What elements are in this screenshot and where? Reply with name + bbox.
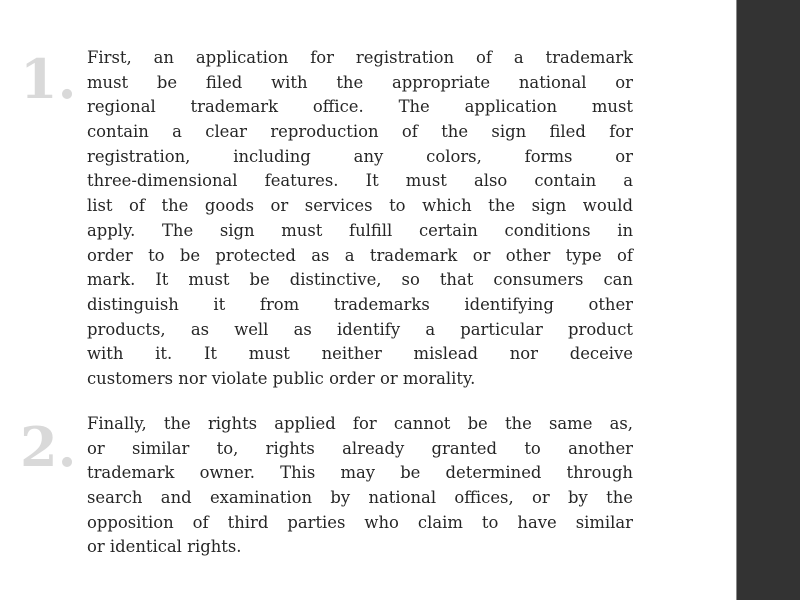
text-line: Finally, the rights applied for cannot be the same as, [87, 414, 633, 433]
paragraph-1 [87, 46, 633, 392]
item-number-1: 1. [20, 47, 77, 111]
decorative-sidebar [736, 0, 800, 600]
text-line: or similar to, rights already granted to another [87, 438, 633, 458]
text-line: apply. The sign must fulfill certain conditions in [87, 220, 633, 240]
text-line: trademark owner. This may be determined through [87, 463, 633, 483]
text-line: distinguish it from trademarks identifying other [87, 294, 633, 314]
text-line: mark. It must be distinctive, so that consumers can [87, 270, 633, 290]
text-line: customers nor violate public order or morality. [87, 368, 476, 388]
text-line: order to be protected as a trademark or other type of [87, 245, 633, 265]
text-line: or identical rights. [87, 537, 242, 557]
text-line: three-dimensional features. It must also contain a [87, 171, 633, 191]
text-line: with it. It must neither mislead nor deceive [87, 344, 633, 364]
text-line: regional trademark office. The application must [87, 97, 633, 117]
paragraph-2 [87, 412, 633, 560]
text-line: opposition of third parties who claim to have similar [87, 512, 633, 532]
text-line: registration, including any colors, forms or [87, 146, 633, 166]
text-line: products, as well as identify a particular product [87, 319, 633, 339]
text-line: First, an application for registration of a trademark [87, 48, 633, 67]
text-line: contain a clear reproduction of the sign filed for [87, 122, 633, 142]
item-number-2: 2. [20, 415, 77, 479]
text-line: search and examination by national offices, or by the [87, 488, 633, 508]
text-line: list of the goods or services to which the sign would [87, 196, 633, 216]
text-line: must be filed with the appropriate national or [87, 72, 633, 92]
